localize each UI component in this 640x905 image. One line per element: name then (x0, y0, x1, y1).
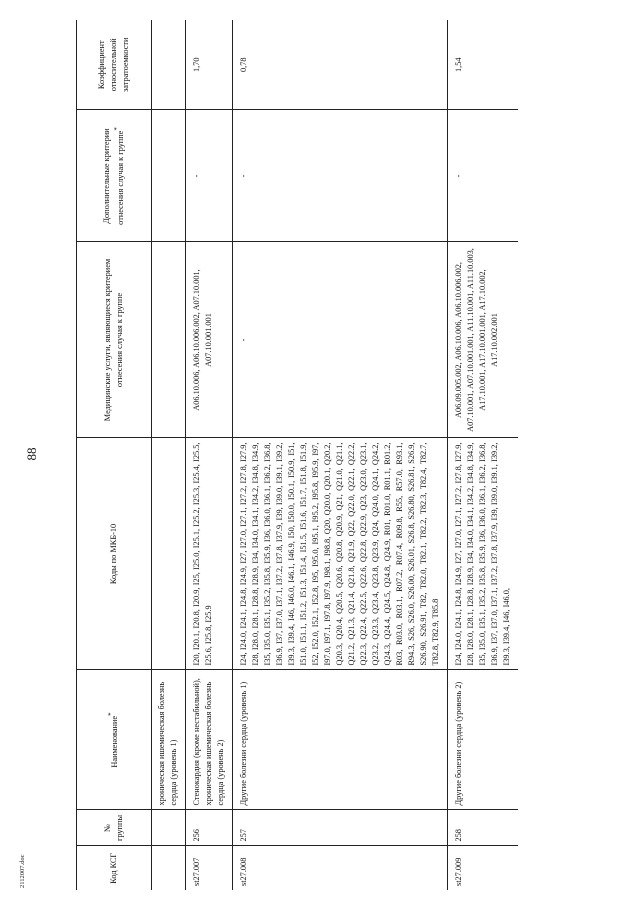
cell-name: Другие болезни сердца (уровень 2) (448, 670, 519, 810)
cell-coefficient: 1,70 (186, 20, 233, 110)
cell-name: хроническая ишемическая болезнь сердца (уровень 1) (152, 670, 186, 810)
header-mkb-codes: Коды по МКБ-10 (77, 438, 152, 670)
cell-extra: - (233, 110, 448, 242)
cell-extra (152, 110, 186, 242)
cell-code: st27.009 (448, 846, 519, 890)
cell-code: st27.007 (186, 846, 233, 890)
table-row (448, 20, 519, 890)
header-coefficient: Коэффициент относительной затратоемкости (77, 20, 152, 110)
cell-mkb-codes: I24, I24.0, I24.1, I24.8, I24.9, I27, I27.0, I27.1, I27.2, I27.8, I27.9, I28, I28.0, I28.1, I28.8, I28.9, I34, I34.0, I34.1, I34.2, I34.8, I34.9, I35, I35.0, I35.1, I35.2, I35.8, I35.9, I36, I36.0, I36.1, I36.2, I36.8, I36.9, I37, I37.0, I37.1, I37.2, I37.8, I37.9, I39, I39.0, I39.1, I39.2, I39.3, I39.4, I46, I46.0, I46.1, I46.9, I50, I50.0, I50.1, I50.9, I51, I51.0, I51.1, I51.2, I51.3, I51.4, I51.5, I51.6, I51.7, I51.8, I51.9, I52, I52.0, I52.1, I52.8, I95, I95.0, I95.1, I95.2, I95.8, I95.9, I97, I97.0, I97.1, I97.8, I97.9, I98.1, I98.8, Q20, Q20.0, Q20.1, Q20.2, Q20.3, Q20.4, Q20.5, Q20.6, Q20.8, Q20.9, Q21, Q21.0, Q21.1, Q21.2, Q21.3, Q21.4, Q21.8, Q21.9, Q22, Q22.0, Q22.1, Q22.2, Q22.3, Q22.4, Q22.5, Q22.6, Q22.8, Q22.9, Q23, Q23.0, Q23.1, Q23.2, Q23.3, Q23.4, Q23.8, Q23.9, Q24, Q24.0, Q24.1, Q24.2, Q24.3, Q24.4, Q24.5, Q24.8, Q24.9, R01, R01.0, R01.1, R01.2, R03, R03.0, R03.1, R07.2, R07.4, R09.8, R55, R57.0, R93.1, R94.3, S26, S26.0, S26.00, S26.01, S26.8, S26.80, S26.81, S26.9, S26.90, S26.91, T82, T82.0, T82.1, T82.2, T82.3, T82.4, T82.7, T82.8, T82.9, T85.8 (233, 438, 448, 670)
cell-group: 257 (233, 810, 448, 846)
cell-extra: - (186, 110, 233, 242)
cell-coefficient: 0,78 (233, 20, 448, 110)
cell-mkb-codes: I20, I20.1, I20.8, I20.9, I25, I25.0, I25.1, I25.2, I25.3, I25.4, I25.5, I25.6, I25.8, I25.9 (186, 438, 233, 670)
cell-mkb-codes: I24, I24.0, I24.1, I24.8, I24.9, I27, I27.0, I27.1, I27.2, I27.8, I27.9, I28, I28.0, I28.1, I28.8, I28.9, I34, I34.0, I34.1, I34.2, I34.8, I34.9, I35, I35.0, I35.1, I35.2, I35.8, I35.9, I36, I36.0, I36.1, I36.2, I36.8, I36.9, I37, I37.0, I37.1, I37.2, I37.8, I37.9, I39, I39.0, I39.1, I39.2, I39.3, I39.4, I46, I46.0, (448, 438, 519, 670)
header-group-number: № группы (77, 810, 152, 846)
header-code: Код КСГ (77, 846, 152, 890)
cell-coefficient (152, 20, 186, 110)
cell-services: - (233, 242, 448, 438)
cell-name: Стенокардия (кроме нестабильной), хроническая ишемическая болезнь сердца (уровень 2) (186, 670, 233, 810)
header-extra-label: Дополнительные критерии отнесения случая к группе (102, 128, 125, 225)
header-name-label: Наименование (109, 715, 119, 768)
cell-extra: - (448, 110, 519, 242)
cell-coefficient: 1,54 (448, 20, 519, 110)
table-row (186, 20, 233, 890)
header-services: Медицинские услуги, являющиеся критерием отнесения случая к группе (77, 242, 152, 438)
cell-code: st27.008 (233, 846, 448, 890)
header-name-asterisk: * (108, 712, 116, 716)
cell-services: A06.10.006, A06.10.006.002, A07.10.001, A07.10.001.001 (186, 242, 233, 438)
ksg-table (76, 20, 518, 890)
cell-code (152, 846, 186, 890)
cell-mkb-codes (152, 438, 186, 670)
cell-group (152, 810, 186, 846)
cell-name: Другие болезни сердца (уровень 1) (233, 670, 448, 810)
cell-services (152, 242, 186, 438)
rotated-table-container (76, 20, 608, 890)
cell-group: 256 (186, 810, 233, 846)
footer-document-reference: 2112007.doc (19, 854, 26, 888)
header-extra-criteria (77, 110, 152, 242)
cell-group: 258 (448, 810, 519, 846)
header-name (77, 670, 152, 810)
cell-services: A06.09.005.002, A06.10.006, A06.10.006.002, A07.10.001, A07.10.001.001, A11.10.001, A11.10.003, A17.10.001, A17.10.001.001, A17.10.002, A17.10.002.001 (448, 242, 519, 438)
page-number: 88 (24, 447, 39, 461)
header-extra-asterisk: * (114, 127, 122, 131)
table-row (152, 20, 186, 890)
table-header-row (77, 20, 152, 890)
table-row (233, 20, 448, 890)
